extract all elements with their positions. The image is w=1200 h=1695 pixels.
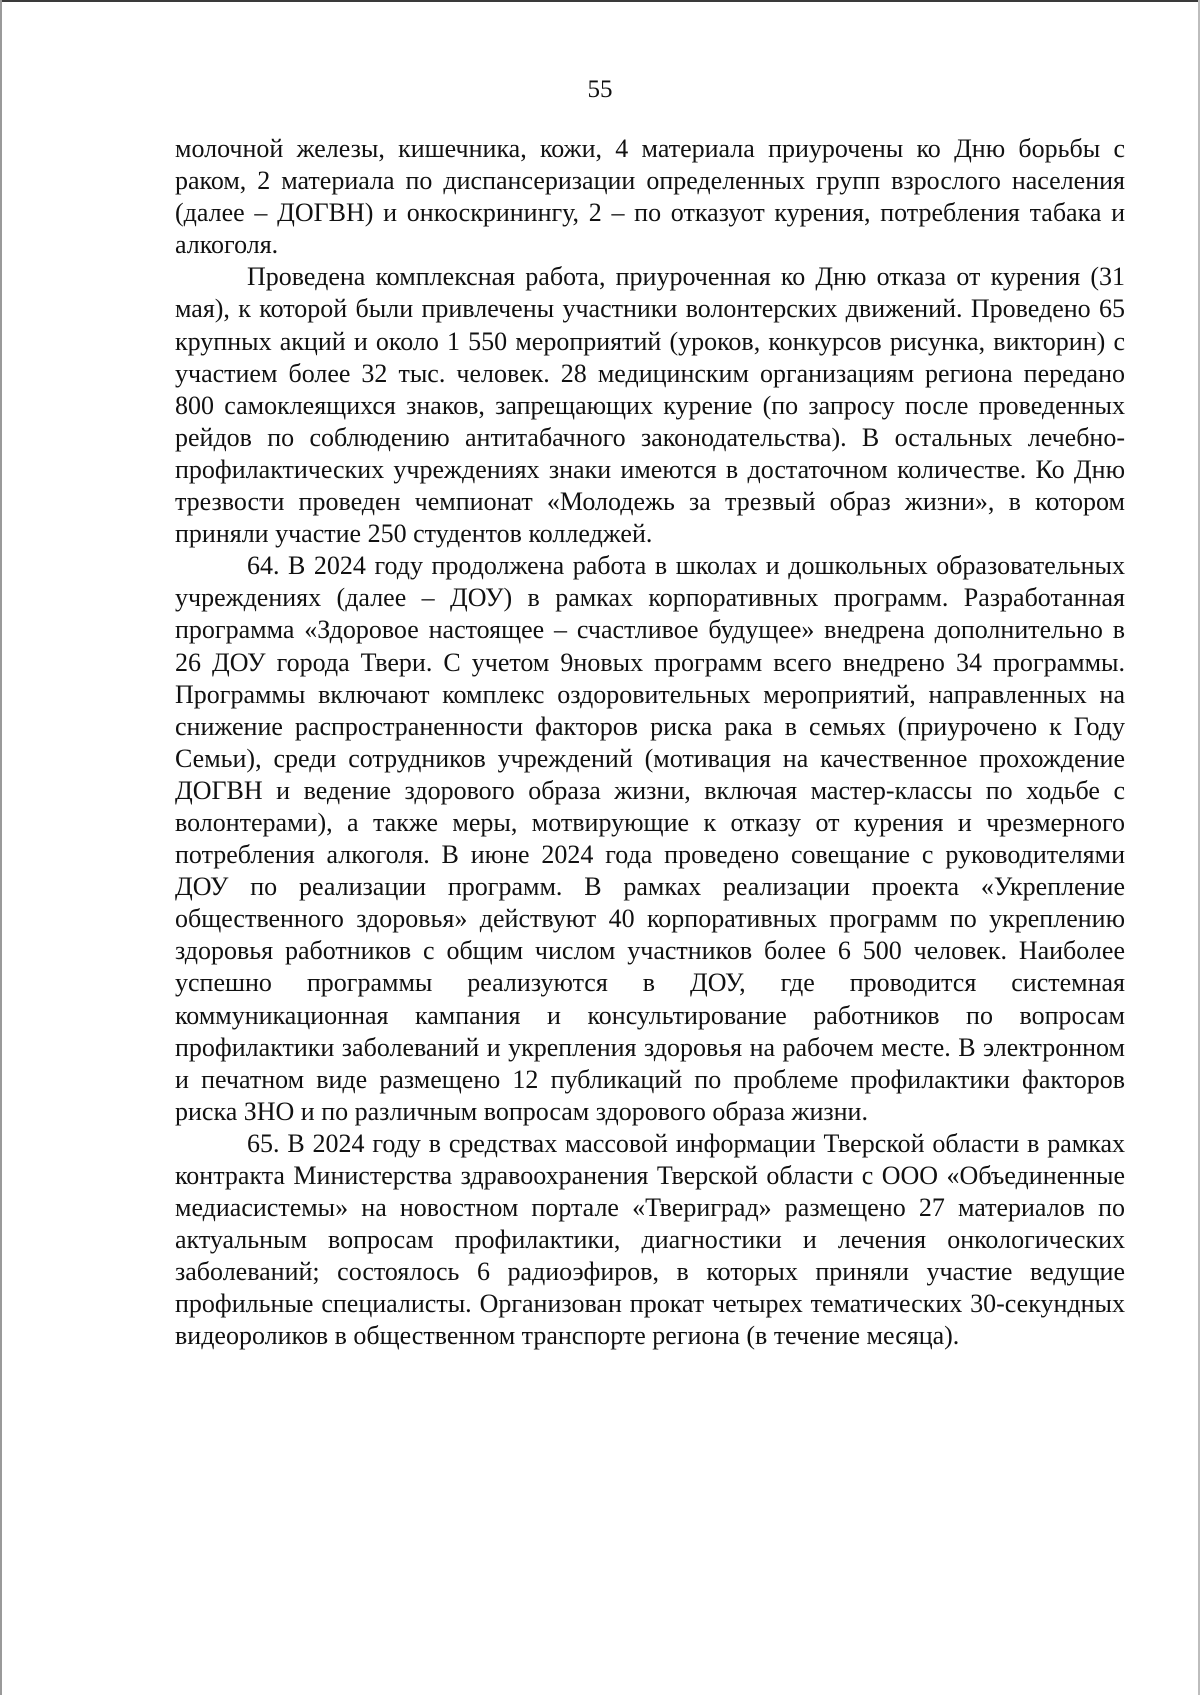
scan-edge-top (0, 0, 1200, 2)
page-number: 55 (587, 76, 613, 103)
scan-edge-left (0, 0, 2, 1695)
paragraph-item-65: 65. В 2024 году в средствах массовой информации Тверской области в рамках контракта Министерства здравоохранения Тверской области с ООО «Объединенные медиасистемы» на новостном портале «Твериград» размещено 27 материалов по актуальным вопросам профилактики, диагностики и лечения онкологических заболеваний; состоялось 6 радиоэфиров, в которых приняли участие ведущие профильные специалисты. Организован прокат четырех тематических 30-секундных видеороликов в общественном транспорте региона (в течение месяца). (175, 1128, 1125, 1351)
paragraph-item-64: 64. В 2024 году продолжена работа в школах и дошкольных образовательных учреждениях (далее – ДОУ) в рамках корпоративных программ. Разработанная программа «Здоровое настоящее – счастливое будущее» внедрена дополнительно в 26 ДОУ города Твери. С учетом 9новых программ всего внедрено 34 программы. Программы включают комплекс оздоровительных мероприятий, направленных на снижение распространенности факторов риска рака в семьях (приурочено к Году Семьи), среди сотрудников учреждений (мотивация на качественное прохождение ДОГВН и ведение здорового образа жизни, включая мастер-классы по ходьбе с волонтерами), а также меры, мотвирующие к отказу от курения и чрезмерного потребления алкоголя. В июне 2024 года проведено совещание с руководителями ДОУ по реализации программ. В рамках реализации проекта «Укрепление общественного здоровья» действуют 40 корпоративных программ по укреплению здоровья работников с общим числом участников более 6 500 человек. Наиболее успешно программы реализуются в ДОУ, где проводится системная коммуникационная кампания и консультирование работников по вопросам профилактики заболеваний и укрепления здоровья на рабочем месте. В электронном и печатном виде размещено 12 публикаций по проблеме профилактики факторов риска ЗНО и по различным вопросам здорового образа жизни. (175, 551, 1125, 1126)
paragraph-smoking-day: Проведена комплексная работа, приуроченная ко Дню отказа от курения (31 мая), к которой были привлечены участники волонтерских движений. Проведено 65 крупных акций и около 1 550 мероприятий (уроков, конкурсов рисунка, викторин) с участием более 32 тыс. человек. 28 медицинским организациям региона передано 800 самоклеящихся знаков, запрещающих курение (по запросу после проведенных рейдов по соблюдению антитабачного законодательства). В остальных лечебно-профилактических учреждениях знаки имеются в достаточном количестве. Ко Дню трезвости проведен чемпионат «Молодежь за трезвый образ жизни», в котором приняли участие 250 студентов колледжей. (175, 262, 1125, 549)
paragraph-continuation: молочной железы, кишечника, кожи, 4 материала приурочены ко Дню борьбы с раком, 2 материала по диспансеризации определенных групп взрослого населения (далее – ДОГВН) и онкоскринингу, 2 – по отказуот курения, потребления табака и алкоголя. (175, 134, 1125, 260)
document-body (175, 133, 1125, 1353)
